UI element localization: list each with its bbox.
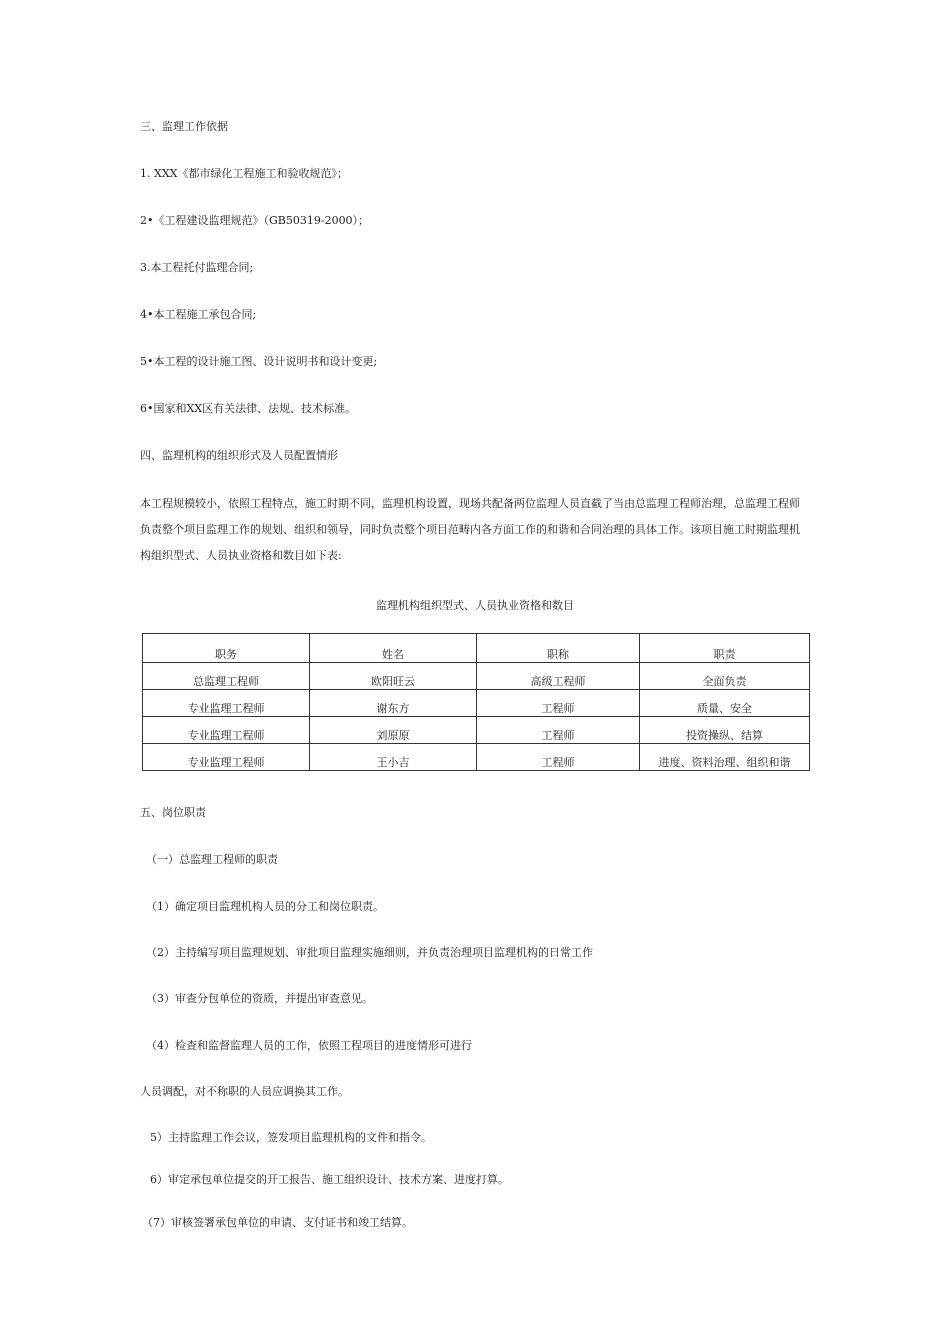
table-row (143, 690, 810, 717)
cell-duty: 投资操纵、结算 (640, 717, 810, 744)
cell-position: 专业监理工程师 (143, 717, 310, 744)
section-3-heading: 三、监理工作依据 (140, 120, 228, 133)
cell-title: 高级工程师 (477, 663, 640, 690)
basis-item-6: 6•国家和XX区有关法律、法规、技术标准。 (140, 402, 357, 415)
col-header-duty: 职责 (640, 634, 810, 663)
section-4-heading: 四、监理机构的组织形式及人员配置情形 (140, 449, 338, 462)
cell-duty: 进度、资料治理、组织和谐 (640, 744, 810, 771)
duty-item-4-continued: 人员调配，对不称职的人员应调换其工作。 (140, 1085, 349, 1098)
cell-position: 专业监理工程师 (143, 690, 310, 717)
duty-item-1: （1）确定项目监理机构人员的分工和岗位职责。 (146, 900, 384, 913)
basis-item-5: 5•本工程的设计施工图、设计说明书和设计变更; (140, 355, 378, 368)
section-5-subheading: （一）总监理工程师的职责 (146, 853, 278, 866)
table-header-row (143, 634, 810, 663)
table-row (143, 663, 810, 690)
cell-name: 刘原原 (310, 717, 477, 744)
table-row (143, 744, 810, 771)
table-caption: 监理机构组织型式、人员执业资格和数目 (376, 599, 574, 612)
col-header-title: 职称 (477, 634, 640, 663)
cell-duty: 质量、安全 (640, 690, 810, 717)
cell-name: 谢东方 (310, 690, 477, 717)
duty-item-2: （2）主持编写项目监理规划、审批项目监理实施细则，并负责治理项目监理机构的日常工作 (146, 946, 593, 959)
duty-item-5: 5）主持监理工作会议，签发项目监理机构的文件和指令。 (150, 1131, 432, 1144)
basis-item-3: 3.本工程托付监理合同; (140, 261, 254, 274)
cell-title: 工程师 (477, 717, 640, 744)
cell-name: 欧阳旺云 (310, 663, 477, 690)
cell-title: 工程师 (477, 744, 640, 771)
basis-item-4: 4•本工程施工承包合同; (140, 308, 257, 321)
duty-item-4: （4）检查和监督监理人员的工作，依照工程项目的进度情形可进行 (146, 1039, 472, 1052)
section-4-paragraph: 本工程规模较小，依照工程特点，施工时期不同，监理机构设置，现场共配备两位监理人员直截了当由总监理工程师治理，总监理工程师负责整个项目监理工作的规划、组织和领导，同时负责整个项目范畴内各方面工作的和谐和合同治理的具体工作。该项目施工时期监理机构组织型式、人员执业资格和数目如下表: (140, 497, 800, 562)
basis-item-2: 2•《工程建设监理规范》（GB50319-2000）； (140, 214, 370, 227)
table-row (143, 717, 810, 744)
cell-title: 工程师 (477, 690, 640, 717)
cell-name: 王小吉 (310, 744, 477, 771)
col-header-name: 姓名 (310, 634, 477, 663)
duty-item-3: （3）审查分包单位的资质，并提出审查意见。 (146, 992, 373, 1005)
staff-table (142, 633, 810, 771)
cell-duty: 全面负责 (640, 663, 810, 690)
duty-item-6: 6）审定承包单位提交的开工报告、施工组织设计、技术方案、进度打算。 (150, 1173, 509, 1186)
col-header-position: 职务 (143, 634, 310, 663)
basis-item-1: 1. XXX《都市绿化工程施工和验收规范》； (140, 167, 348, 180)
duty-item-7: （7）审核签署承包单位的申请、支付证书和竣工结算。 (142, 1216, 413, 1229)
cell-position: 总监理工程师 (143, 663, 310, 690)
cell-position: 专业监理工程师 (143, 744, 310, 771)
section-5-heading: 五、岗位职责 (140, 806, 206, 819)
